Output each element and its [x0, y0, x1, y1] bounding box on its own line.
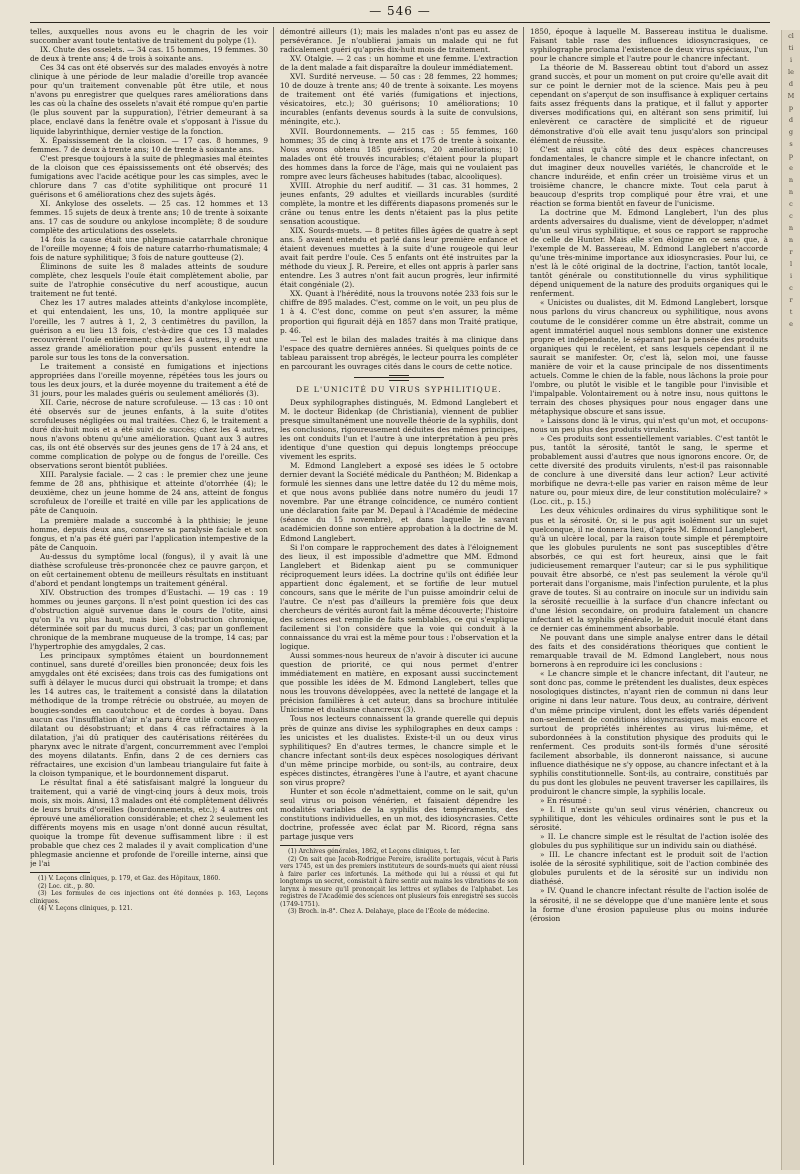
paragraph: Deux syphilographes distingués, M. Edmond Langlebert et M. le docteur Bidenkap (de Christiania), viennent de publier presque simultanément une nouvelle théorie de la syphilis, dont les conclusions, rigoureusement déduites des mêmes principes, les ont conduits l'un et l'autre à une interprétation à peu près identique d'une question qui depuis longtemps préoccupe vivement les esprits. — [280, 397, 518, 462]
paragraph: XVI. Surdité nerveuse. — 50 cas : 28 femmes, 22 hommes; 10 de douze à trente ans; 40 de trente à soixante. Les moyens de traitement ont été variés (fumigations et injections, vésicatoires, etc.); 30 guérisons; 10 améliorations; 10 incurables (enfants devenus sourds à la suite de convulsions, méningite, etc.). — [280, 72, 518, 127]
footnote: (4) V. Leçons cliniques, p. 121. — [38, 905, 133, 913]
edge-fragment: cl — [788, 32, 794, 40]
page-number: — 546 — — [369, 4, 431, 18]
footnote: (2) Loc. cit., p. 80. — [38, 882, 95, 890]
footnote-rule — [280, 845, 340, 846]
paragraph: Hunter et son école n'admettaient, comme on le sait, qu'un seul virus ou poison vénérien, et faisaient dépendre les modalités variables de la syphilis des tempéraments, des constitutions individuelles, en un mot, des idiosyncrasies. Cette doctrine, professée avec éclat par M. Ricord, régna sans partage jusque vers — [280, 786, 518, 842]
edge-fragment: d — [788, 116, 794, 124]
paragraph: Éliminons de suite les 8 malades atteints de soudure complète, chez lesquels l'ouïe était complètement abolie, par suite de l'atrophie consécutive du nerf acoustique, aucun traitement ne fut tenté. — [30, 262, 268, 299]
paragraph: Aussi sommes-nous heureux de n'avoir à discuter ici aucune question de priorité, ce qui nous permet d'entrer immédiatement en matière, en exposant aussi succinctement que possible les idées de M. Edmond Langlebert, telles que nous les trouvons développées, avec la netteté de langage et la précision familières à cet auteur, dans sa brochure intitulée Unicisme et dualisme chancreux (3). — [280, 651, 518, 715]
column-3 — [530, 27, 768, 1167]
edge-fragment: ti — [788, 44, 794, 52]
paragraph: » En résumé : — [540, 795, 592, 805]
paragraph: Au-dessus du symptôme local (fongus), il y avait là une diathèse scrofuleuse très-prononcée chez ce pauvre garçon, et on eût certainement obtenu de meilleurs résultats en instituant d'abord et pendant longtemps un traitement général. — [30, 551, 268, 588]
paragraph: 14 fois la cause était une phlegmasie catarrhale chronique de l'oreille moyenne; 4 fois de nature catarrho-rhumatismale; 4 fois de nature syphilitique; 3 fois de nature goutteuse (2). — [30, 235, 268, 263]
paragraph: C'est ainsi qu'à côté des deux espèces chancreuses fondamentales, le chancre simple et le chancre infectant, on dut imaginer deux nouvelles variétés, le chancroïde et le chancre induréide, et enfin créer un troisième virus et un troisième chancre, le chancre mixte. Tout cela parut à beaucoup d'esprits trop compliqué pour être vrai, et une réaction se forma bientôt en faveur de l'unicisme. — [530, 144, 768, 208]
edge-fragment: r — [789, 296, 793, 304]
paragraph: Ces 34 cas ont été observés sur des malades envoyés à notre clinique à une période de leur maladie d'oreille trop avancée pour qu'un traitement convenable pût être utile, et nous n'avons pu enregistrer que quelques rares améliorations dans les cas où la chaîne des osselets n'avait été rompue qu'en partie (le plus souvent par la suppuration), l'étrier demeurant à sa place, enclavé dans la fenêtre ovale et s'opposant à l'issue du liquide labyrinthique, dernier vestige de la fonction. — [30, 63, 268, 136]
paragraph: » I. Il n'existe qu'un seul virus vénérien, chancreux ou syphilitique, dont les véhicules ordinaires sont le pus et la sérosité. — [530, 805, 768, 833]
paragraph: XVII. Bourdonnements. — 215 cas : 55 femmes, 160 hommes; 35 de cinq à trente ans et 175 de trente à soixante. Nous avons obtenu 185 guérisons, 20 améliorations; 10 malades ont été trouvés incurables; c'étaient pour la plupart des hommes dans la force de l'âge, mais qui ne voulaient pas rompre avec leurs fâcheuses habitudes (tabac, alcooliques). — [280, 126, 518, 181]
paragraph: XIII. Paralysie faciale. — 2 cas : le premier chez une jeune femme de 28 ans, phthisique et atteinte d'otorrhée (4); le deuxième, chez un jeune homme de 24 ans, atteint de fongus scrofuleux de l'oreille et traité en ville par les applications de pâte de Canquoin. — [30, 470, 268, 516]
footnote-rule — [30, 872, 90, 873]
section-heading: DE L'UNICITÉ DU VIRUS SYPHILITIQUE. — [296, 384, 502, 394]
edge-fragment: n — [788, 236, 794, 244]
paragraph: » III. Le chancre infectant est le produit soit de l'action isolée de la sérosité syphilitique, soit de l'action combinée des globules purulents et de la sérosité sur un individu non diathésé. — [530, 850, 768, 887]
edge-fragment: p — [788, 104, 794, 112]
edge-fragment: r — [789, 248, 793, 256]
edge-fragment: p — [788, 152, 794, 160]
paragraph: » IV. Quand le chancre infectant résulte de l'action isolée de la sérosité, il ne se développe que d'une manière lente et sous la forme d'une érosion papuleuse plus ou moins indurée (érosion — [530, 886, 768, 923]
paragraph: XV. Otalgie. — 2 cas : un homme et une femme. L'extraction de la dent malade a fait disparaître la douleur immédiatement. — [280, 54, 518, 73]
paragraph: démontré ailleurs (1); mais les malades n'ont pas eu assez de persévérance. Je n'oublierai jamais un malade qui ne fut radicalement guéri qu'après dix-huit mois de traitement. — [280, 27, 518, 55]
next-page-edge — [781, 30, 800, 1170]
edge-fragment: n — [788, 176, 794, 184]
paragraph: Le résultat final a été satisfaisant malgré la longueur du traitement, qui a varié de vingt-cinq jours à deux mois, trois mois, six mois. Ainsi, 13 malades ont été complètement délivrés de leurs bruits d'oreilles (bourdonnements, etc.); 4 autres ont éprouvé une amélioration considérable; et chez 2 seulement les différents moyens mis en usage n'ont donné aucun résultat, quoique la trompe fût devenue suffisamment libre : il est probable que chez ces 2 malades il y avait complication d'une phlegmasie ancienne et profonde de l'oreille interne, ainsi que je l'ai — [30, 777, 268, 869]
edge-fragment: n — [788, 188, 794, 196]
footnote: (2) On sait que Jacob-Rodrigue Pereire, israélite portugais, vécut à Paris vers 1745, est un des premiers instituteurs de sourds-muets qui aient réussi à faire parler ces infortunés. La méthode qui lui a réussi et qui fut longtemps un secret, consistait à faire sentir aux mains les vibrations de son larynx à mesure qu'il prononçait les lettres et syllabes de l'alphabet. Les registres de l'Académie des sciences ont plusieurs fois enregistré ses succès (1749-1751). — [280, 855, 518, 908]
column-2-footnotes — [280, 848, 518, 916]
section-separator — [354, 377, 444, 381]
edge-fragment: d — [788, 80, 794, 88]
paragraph: XI. Ankylose des osselets. — 25 cas. 12 hommes et 13 femmes. 15 sujets de deux à trente ans; 10 de trente à soixante ans. 17 cas de soudure ou ankylose incomplète; 8 de soudure complète des articulations des osselets. — [30, 198, 268, 236]
column-2-body-continued — [280, 398, 518, 841]
edge-fragment: c — [789, 200, 793, 208]
paragraph: » Ces produits sont essentiellement variables. C'est tantôt le pus, tantôt la sérosité, tantôt le sang, le sperme et probablement aussi d'autres que nous ignorons encore. Or, de cette diversité des produits virulents, n'est-il pas raisonnable de conclure à une diversité dans leur action? Leur activité morbifique ne devra-t-elle pas varier en raison même de leur nature ou, pour mieux dire, de leur constitution moléculaire? » (Loc. cit., p. 15.) — [530, 434, 768, 507]
edge-fragment: e — [789, 320, 793, 328]
paragraph: XIV. Obstruction des trompes d'Eustachi. — 19 cas : 19 hommes ou jeunes garçons. Il n'est point question ici des cas d'obstruction aiguë survenue dans le cours de l'otite, ainsi qu'on l'a vu plus haut, mais bien d'obstruction chronique, déterminée soit par du mucus durci, 3 cas; par un gonflement chronique de la membrane muqueuse de la trompe, 14 cas; par l'hypertrophie des amygdales, 2 cas. — [30, 587, 268, 652]
paragraph: La première malade a succombé à la phthisie; le jeune homme, depuis deux ans, conserve sa paralysie faciale et son fongus, et n'a pas été guéri par l'application intempestive de la pâte de Canquoin. — [30, 515, 268, 552]
footnote: (1) V. Leçons cliniques, p. 179, et Gaz. des Hôpitaux, 1860. — [38, 875, 221, 883]
column-1-footnotes — [30, 875, 268, 913]
footnote: (3) Les formules de ces injections ont été données p. 163, Leçons cliniques. — [30, 890, 268, 905]
column-separator — [273, 27, 274, 1165]
paragraph: Si l'on compare le rapprochement des dates à l'éloignement des lieux, il est impossible d'admettre que MM. Edmond Langlebert et Bidenkap aient pu se communiquer réciproquement leurs idées. La doctrine qu'ils ont édifiée leur appartient donc également, et se fortifie de leur mutuel concours, sans que le mérite de l'un puisse amoindrir celui de l'autre. Ce n'est pas d'ailleurs la première fois que deux chercheurs de vérités auront fait la même découverte; l'histoire des sciences est remplie de faits semblables, ce qui s'explique facilement si l'on considère que la voie qui conduit à la connaissance du vrai est la même pour tous : l'observation et la logique. — [280, 542, 518, 652]
edge-fragment: le — [788, 68, 794, 76]
header-rule — [30, 22, 770, 23]
edge-fragment: c — [789, 284, 793, 292]
paragraph: 1850, époque à laquelle M. Bassereau institua le dualisme. Faisant table rase des influences idiosyncrasiques, ce syphilographe proclama l'existence de deux virus spéciaux, l'un pour le chancre simple et l'autre pour le chancre infectant. — [530, 27, 768, 64]
edge-fragment: c — [789, 212, 793, 220]
edge-fragment: n — [788, 224, 794, 232]
paragraph: La doctrine que M. Edmond Langlebert, l'un des plus ardents adversaires du dualisme, vient de développer, n'admet qu'un seul virus syphilitique, et sous ce rapport se rapproche de celle de Hunter. Mais elle s'en éloigne en ce sens que, à l'exemple de M. Bassereau, M. Edmond Langlebert n'accorde qu'une très-minime importance aux idiosyncrasies. Pour lui, ce n'est là le côté original de la doctrine, l'action, tantôt locale, tantôt générale ou constitutionnelle du virus syphilitique dépend uniquement de la nature des produits organiques qui le renferment. — [530, 207, 768, 299]
column-2-body — [280, 27, 518, 371]
edge-fragment: g — [788, 128, 794, 136]
paragraph: Les principaux symptômes étaient un bourdonnement continuel, sans dureté d'oreilles bien prononcée; deux fois les amygdales ont été excisées; dans trois cas des fumigations ont suffi à délayer le mucus durci qui obstruait la trompe; et dans les 14 autres cas, le traitement a consisté dans la dilatation méthodique de la trompe rétrécie ou obstruée, au moyen de bougies-sondes en caoutchouc et de cordes à boyau. Dans aucun cas l'insufflation d'air n'a paru être utile comme moyen dilatant ou désobstruant; et dans 4 cas réfractaires à la dilatation, j'ai dû pratiquer des cautérisations réitérées du pharynx avec le nitrate d'argent, concurremment avec l'emploi des moyens dilatants. Enfin, dans 2 de ces derniers cas réfractaires, une excision d'un lambeau triangulaire fut faite à la cloison tympanique, et le bourdonnement disparut. — [30, 651, 268, 778]
edge-fragment: M — [787, 92, 795, 100]
paragraph: « Unicistes ou dualistes, dit M. Edmond Langlebert, lorsque nous parlons du virus chancreux ou syphilitique, nous avons coutume de le considérer comme un être abstrait, comme un agent immatériel auquel nous semblons donner une existence propre et indépendante, le séparant par la pensée des produits organiques qui le recèlent, et sans lesquels cependant il ne saurait se manifester. Or, c'est là, selon moi, une fausse manière de voir et la cause principale de nos dissentiments actuels. Comme le chien de la fable, nous lâchons la proie pour l'ombre, ou plutôt le visible et le tangible pour l'invisible et l'impalpable. Volontairement ou à notre insu, nous quittons le terrain des choses physiques pour nous engager dans une métaphysique obscure et sans issue. — [530, 298, 768, 416]
paragraph: telles, auxquelles nous avons eu le chagrin de les voir succomber avant toute tentative de traitement du polype (1). — [30, 27, 268, 46]
paragraph: XII. Carie, nécrose de nature scrofuleuse. — 13 cas : 10 ont été observés sur de jeunes enfants, à la suite d'otites scrofuleuses négligées ou mal traitées. Chez 6, le traitement a duré dix-huit mois et a été suivi de succès; chez les 4 autres, nous n'avons obtenu qu'une amélioration. Quant aux 3 autres cas, ils ont été observés sur des jeunes gens de 17 à 24 ans, et comme complication de polype ou de fongus de l'oreille. Ces observations seront bientôt publiées. — [30, 397, 268, 471]
paragraph: La théorie de M. Bassereau obtint tout d'abord un assez grand succès, et pour un moment on put croire qu'elle avait dit sur ce point le dernier mot de la science. Mais peu à peu cependant on s'aperçut de son insuffisance à expliquer certains faits assez fréquents dans la pratique, et il fallut y apporter diverses modifications qui, en altérant son sens primitif, lui enlevèrent ce caractère de simplicité et de rigueur démonstrative d'où elle avait tenu jusqu'alors son principal élément de réussite. — [530, 63, 768, 145]
paragraph: Le traitement a consisté en fumigations et injections appropriées dans l'oreille moyenne, répétées tous les jours ou tous les deux jours, et la durée moyenne du traitement a été de 31 jours, pour les malades guéris ou seulement améliorés (3). — [30, 361, 268, 398]
paragraph: Tous nos lecteurs connaissent la grande querelle qui depuis près de quinze ans divise les syphilographes en deux camps : les unicistes et les dualistes. Existe-t-il un ou deux virus syphilitiques? En d'autres termes, le chancre simple et le chancre infectant sont-ils deux espèces nosologiques dérivant d'un même principe morbide, ou sont-ils, au contraire, deux espèces distinctes, étrangères l'une à l'autre, et ayant chacune son virus propre? — [280, 714, 518, 787]
paragraph: « Le chancre simple et le chancre infectant, dit l'auteur, ne sont donc pas, comme le prétendent les dualistes, deux espèces nosologiques distinctes, n'ayant rien de commun ni dans leur origine ni dans leur nature. Tous deux, au contraire, dérivent d'un même principe virulent, dont les effets variés dépendent non-seulement de conditions idiosyncrasiques, mais encore et surtout de propriétés inhérentes au virus lui-même, et subordonnées à la constitution physique des produits qui le renferment. Ces produits sont-ils formés d'une sérosité facilement absorbable, ils donneront naissance, si aucune influence diathésique ne s'y oppose, au chancre infectant et à la syphilis constitutionnelle. Sont-ils, au contraire, constitués par du pus dont les globules ne peuvent traverser les capillaires, ils produiront le chancre simple, la syphilis locale. — [530, 669, 768, 796]
paragraph: Les deux véhicules ordinaires du virus syphilitique sont le pus et la sérosité. Or, si le pus agit isolément sur un sujet quelconque, il ne donnera lieu, d'après M. Edmond Langlebert, qu'à un ulcère local, par la raison toute simple et péremptoire que les globules purulents ne sont pas susceptibles d'être absorbés, ce qui est fort heureux, ainsi que le fait judicieusement remarquer l'auteur; car si le pus syphilitique pouvait être absorbé, ce n'est pas seulement la vérole qu'il porterait dans l'organisme, mais l'infection purulente, et la plus grave de toutes. Si au contraire on inocule sur un individu sain la sérosité recueillie à la surface d'un chancre infectant ou d'une lésion secondaire, on produira fatalement un chancre infectant et la syphilis générale, le produit inoculé étant dans ce dernier cas éminemment absorbable. — [530, 506, 768, 634]
paragraph: XX. Quant à l'hérédité, nous la trouvons notée 233 fois sur le chiffre de 895 malades. C'est, comme on le voit, un peu plus de 1 à 4. C'est donc, comme on peut s'en assurer, la même proportion qui figurait déjà en 1857 dans mon Traité pratique, p. 46. — [280, 289, 518, 335]
edge-fragment: t — [789, 308, 793, 316]
paragraph: IX. Chute des osselets. — 34 cas. 15 hommes, 19 femmes. 30 de deux à trente ans; 4 de trois à soixante ans. — [30, 45, 268, 64]
column-1 — [30, 27, 268, 1167]
paragraph: XVIII. Atrophie du nerf auditif. — 31 cas. 31 hommes, 2 jeunes enfants, 29 adultes et vieillards incurables (surdité complète, la montre et les différents diapasons promenés sur le crâne ou tenus entre les dents n'étaient pas la plus petite sensation acoustique. — [280, 180, 518, 226]
paragraph: » Laissons donc là le virus, qui n'est qu'un mot, et occupons-nous un peu plus des produits virulents. — [530, 416, 768, 435]
footnote: (1) Archives générales, 1862, et Leçons cliniques, t. Ier. — [288, 848, 461, 856]
column-1-body — [30, 27, 268, 868]
edge-fragment: i — [789, 56, 793, 64]
edge-fragment: s — [789, 140, 793, 148]
paragraph: M. Edmond Langlebert a exposé ses idées le 5 octobre dernier devant la Société médicale du Panthéon; M. Bidenkap a formulé les siennes dans une lettre datée du 12 du même mois, et que nous avons publiée dans notre numéro du jeudi 17 novembre. Par une étrange coïncidence, ce numéro contient une déclaration faite par M. Depaul à l'Académie de médecine (séance du 15 novembre), et dans laquelle le savant académicien donne son entière approbation à la doctrine de M. Edmond Langlebert. — [280, 461, 518, 543]
edge-fragment: l — [789, 260, 793, 268]
edge-fragment: i — [789, 272, 793, 280]
column-3-body — [530, 27, 768, 923]
paragraph: X. Épaississement de la cloison. — 17 cas. 8 hommes, 9 femmes. 7 de deux à trente ans; 10 de trente à soixante ans. — [30, 135, 268, 154]
paragraph: » II. Le chancre simple est le résultat de l'action isolée des globules du pus syphilitique sur un individu sain ou diathésé. — [530, 832, 768, 851]
edge-fragment: e — [789, 164, 793, 172]
paragraph: C'est presque toujours à la suite de phlegmasies mal éteintes de la cloison que ces épaississements ont été observés; des fumigations avec l'acide acétique pour les cas simples, avec le chlorure dans 7 cas d'otite syphilitique ont procuré 11 guérisons et 6 améliorations chez des sujets âgés. — [30, 153, 268, 199]
paragraph: Ne pouvant dans une simple analyse entrer dans le détail des faits et des considérations théoriques que contient le remarquable travail de M. Edmond Langlebert, nous nous bornerons à en reproduire ici les conclusions : — [530, 633, 768, 670]
column-separator — [523, 27, 524, 1165]
paragraph: Chez les 17 autres malades atteints d'ankylose incomplète, et qui entendaient, les uns, 10, la montre appliquée sur l'oreille, les 7 autres à 1, 2, 3 centimètres du pavillon, la guérison a eu lieu 13 fois, c'est-à-dire que ces 13 malades recouvrèrent l'ouïe entièrement; chez les 4 autres, il y eut une assez grande amélioration pour qu'ils pussent entendre la parole sur tous les tons de la conversation. — [30, 298, 268, 362]
paragraph: — Tel est le bilan des malades traités à ma clinique dans l'espace des quatre dernières années. Si quelques points de ce tableau paraissent trop abrégés, le lecteur pourra les compléter en parcourant les ouvrages cités dans le cours de cette notice. — [280, 334, 518, 371]
footnote: (3) Broch. in-8°. Chez A. Delahaye, place de l'École de médecine. — [288, 908, 490, 916]
paragraph: XIX. Sourds-muets. — 8 petites filles âgées de quatre à sept ans. 5 avaient entendu et parlé dans leur première enfance et étaient devenues muettes à la suite d'une rougeole qui leur avait fait perdre l'ouïe. Ces 5 enfants ont été instruites par la méthode du vieux J. R. Pereire, et elles ont appris à parler sans entendre. Les 3 autres n'ont fait aucun progrès, leur infirmité était congéniale (2). — [280, 226, 518, 290]
column-2 — [280, 27, 518, 1167]
